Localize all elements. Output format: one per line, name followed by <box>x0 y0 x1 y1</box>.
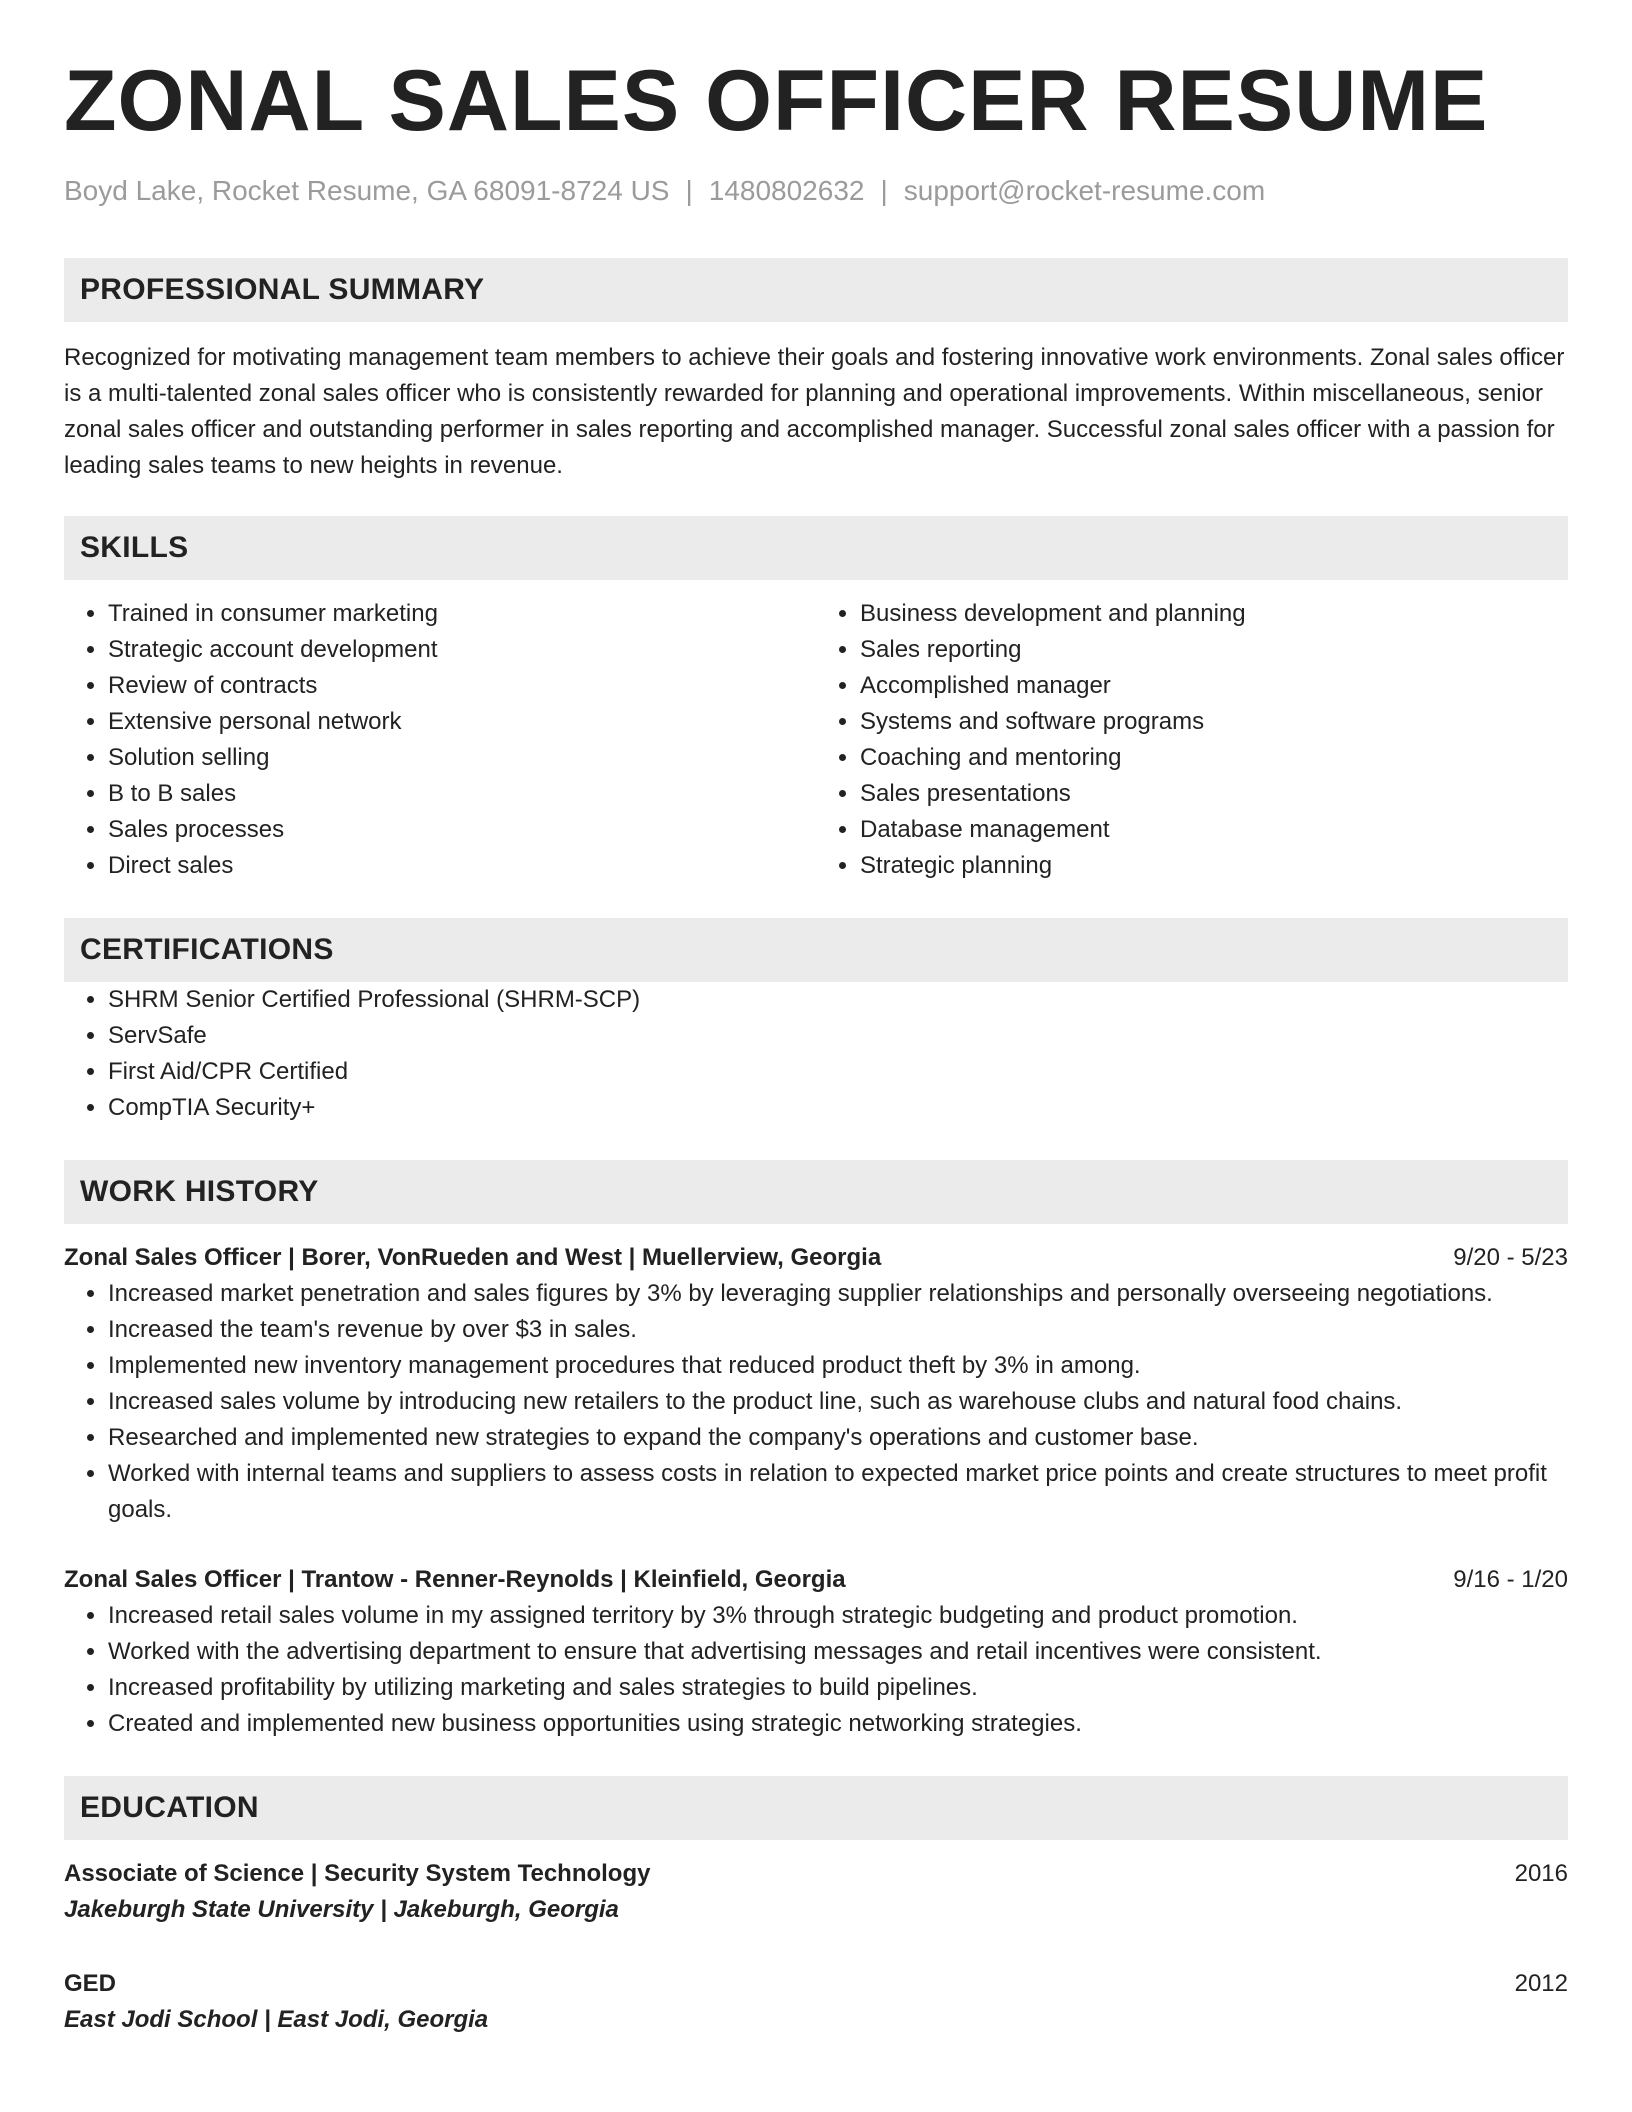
skill-item: • Solution selling <box>108 740 816 776</box>
certification-item: • ServSafe <box>108 1018 1568 1054</box>
skill-item: • B to B sales <box>108 776 816 812</box>
job-bullets <box>64 1276 1568 1528</box>
job-bullets <box>64 1598 1568 1742</box>
skill-item: • Business development and planning <box>860 596 1568 632</box>
contact-separator: | <box>685 175 693 206</box>
education-school: Jakeburgh State University | Jakeburgh, Georgia <box>64 1895 619 1923</box>
contact-email: support@rocket-resume.com <box>903 175 1266 206</box>
job-bullet: • Increased market penetration and sales figures by 3% by leveraging supplier relationships and personally overseeing negotiations. <box>108 1276 1568 1312</box>
job-bullet: • Increased retail sales volume in my assigned territory by 3% through strategic budgeting and product promotion. <box>108 1598 1568 1634</box>
section-heading-summary: PROFESSIONAL SUMMARY <box>64 258 1568 322</box>
contact-phone: 1480802632 <box>708 175 865 206</box>
certification-item: • SHRM Senior Certified Professional (SHRM-SCP) <box>108 982 1568 1018</box>
skill-item: • Sales presentations <box>860 776 1568 812</box>
section-heading-education: EDUCATION <box>64 1776 1568 1840</box>
skills-columns <box>64 596 1568 884</box>
skill-item: • Systems and software programs <box>860 704 1568 740</box>
job-header <box>64 1562 1568 1598</box>
skill-item: • Strategic account development <box>108 632 816 668</box>
job-bullet: • Implemented new inventory management procedures that reduced product theft by 3% in among. <box>108 1348 1568 1384</box>
section-heading-work-history: WORK HISTORY <box>64 1160 1568 1224</box>
job-bullet: • Increased sales volume by introducing new retailers to the product line, such as warehouse clubs and natural food chains. <box>108 1384 1568 1420</box>
summary-text: Recognized for motivating management team members to achieve their goals and fostering innovative work environments. Zonal sales officer is a multi-talented zonal sales officer who is consistently rewarded for planning and operational improvements. Within miscellaneous, senior zonal sales officer and outstanding performer in sales reporting and accomplished manager. Successful zonal sales officer with a passion for leading sales teams to new heights in revenue. <box>64 343 1565 479</box>
education-year: 2016 <box>1514 1859 1568 1887</box>
section-heading-skills: SKILLS <box>64 516 1568 580</box>
job-bullet: • Increased the team's revenue by over $3 in sales. <box>108 1312 1568 1348</box>
education-school: East Jodi School | East Jodi, Georgia <box>64 2005 489 2033</box>
skill-item: • Database management <box>860 812 1568 848</box>
education-year: 2012 <box>1514 1969 1568 1997</box>
skills-list-left <box>64 596 816 884</box>
skills-list-right <box>816 596 1568 884</box>
skill-item: • Trained in consumer marketing <box>108 596 816 632</box>
certification-item: • First Aid/CPR Certified <box>108 1054 1568 1090</box>
education-degree: Associate of Science | Security System Technology <box>64 1859 651 1887</box>
education-degree: GED <box>64 1969 117 1997</box>
skill-item: • Direct sales <box>108 848 816 884</box>
contact-line <box>64 174 1568 208</box>
skill-item: • Strategic planning <box>860 848 1568 884</box>
job-bullet: • Worked with the advertising department to ensure that advertising messages and retail incentives were consistent. <box>108 1634 1568 1670</box>
certifications-list <box>64 982 1568 1126</box>
education-header <box>64 1856 1568 1892</box>
certification-item: • CompTIA Security+ <box>108 1090 1568 1126</box>
job-dates: 9/16 - 1/20 <box>1453 1565 1568 1593</box>
section-heading-certifications: CERTIFICATIONS <box>64 918 1568 982</box>
job-bullet: • Increased profitability by utilizing marketing and sales strategies to build pipelines. <box>108 1670 1568 1706</box>
job-bullet: • Created and implemented new business opportunities using strategic networking strategies. <box>108 1706 1568 1742</box>
job-bullet: • Worked with internal teams and suppliers to assess costs in relation to expected market price points and create structures to meet profit goals. <box>108 1456 1568 1528</box>
skill-item: • Extensive personal network <box>108 704 816 740</box>
skill-item: • Review of contracts <box>108 668 816 704</box>
skill-item: • Accomplished manager <box>860 668 1568 704</box>
job-header <box>64 1240 1568 1276</box>
resume-title: ZONAL SALES OFFICER RESUME <box>64 53 1489 149</box>
skill-item: • Coaching and mentoring <box>860 740 1568 776</box>
skill-item: • Sales processes <box>108 812 816 848</box>
job-dates: 9/20 - 5/23 <box>1453 1243 1568 1271</box>
contact-separator: | <box>880 175 888 206</box>
education-header <box>64 1966 1568 2002</box>
job-title: Zonal Sales Officer | Trantow - Renner-Reynolds | Kleinfield, Georgia <box>64 1565 846 1593</box>
job-title: Zonal Sales Officer | Borer, VonRueden and West | Muellerview, Georgia <box>64 1243 882 1271</box>
contact-address: Boyd Lake, Rocket Resume, GA 68091-8724 US <box>64 175 670 206</box>
skill-item: • Sales reporting <box>860 632 1568 668</box>
job-bullet: • Researched and implemented new strategies to expand the company's operations and customer base. <box>108 1420 1568 1456</box>
